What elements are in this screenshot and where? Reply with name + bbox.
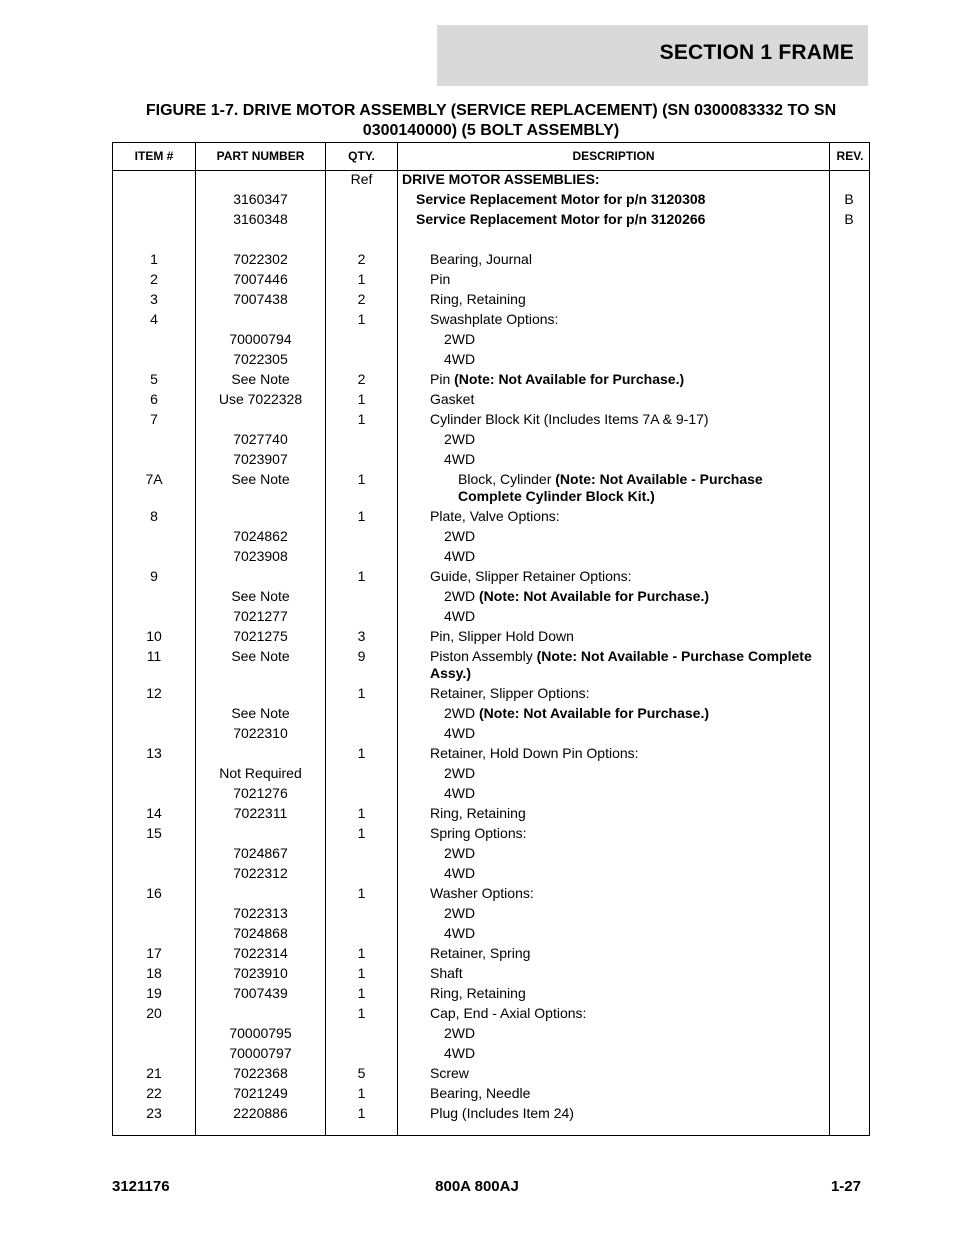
table-row <box>113 825 869 842</box>
description <box>402 705 830 722</box>
table-row <box>113 945 869 962</box>
table-row <box>113 685 869 702</box>
description-text: 2WD <box>444 588 479 604</box>
part-number: 7023910 <box>233 965 288 981</box>
quantity: 1 <box>357 1105 366 1121</box>
table-row <box>113 705 869 722</box>
quantity: 1 <box>357 1085 366 1101</box>
description-text: 4WD <box>444 548 476 564</box>
description-text: Retainer, Hold Down Pin Options: <box>430 745 639 761</box>
part-number: 7027740 <box>233 431 288 447</box>
description <box>402 965 830 982</box>
revision: B <box>844 211 854 227</box>
section-banner <box>437 25 868 86</box>
description-text: Ring, Retaining <box>430 805 526 821</box>
description-note: (Note: Not Available - Purchase Complete Cylinder Block Kit.) <box>458 471 763 504</box>
item-number: 11 <box>146 648 162 664</box>
table-row <box>113 628 869 645</box>
item-number: 9 <box>150 568 158 584</box>
footer-doc-number: 3121176 <box>112 1178 170 1195</box>
item-number: 22 <box>146 1085 162 1101</box>
item-number: 15 <box>146 825 162 841</box>
table-row <box>113 885 869 902</box>
table-row <box>113 548 869 565</box>
table-row <box>113 508 869 525</box>
item-number: 14 <box>146 805 162 821</box>
quantity: 1 <box>357 391 366 407</box>
quantity: 1 <box>357 471 366 487</box>
table-row <box>113 291 869 308</box>
description <box>402 805 830 822</box>
quantity: 1 <box>357 1005 366 1021</box>
item-number: 19 <box>146 985 162 1001</box>
description <box>402 725 830 742</box>
description-text: Block, Cylinder <box>458 471 556 487</box>
revision: B <box>844 191 854 207</box>
part-number: 7022313 <box>233 905 288 921</box>
table-row <box>113 528 869 545</box>
part-number: See Note <box>231 648 290 664</box>
description-text: 4WD <box>444 925 476 941</box>
part-number: Not Required <box>219 765 302 781</box>
table-row <box>113 371 869 388</box>
description <box>402 1065 830 1082</box>
item-number: 21 <box>146 1065 162 1081</box>
table-row <box>113 965 869 982</box>
description <box>402 825 830 842</box>
description-text: Ring, Retaining <box>430 291 526 307</box>
description <box>402 765 830 782</box>
description-text: Plate, Valve Options: <box>430 508 560 524</box>
part-number: 7022368 <box>233 1065 288 1081</box>
part-number: 7007439 <box>233 985 288 1001</box>
description-text: 2WD <box>444 528 476 544</box>
description-note: DRIVE MOTOR ASSEMBLIES: <box>402 171 600 187</box>
description <box>402 351 830 368</box>
description-text: Screw <box>430 1065 469 1081</box>
table-row <box>113 391 869 408</box>
table-row <box>113 588 869 605</box>
item-number: 13 <box>146 745 162 761</box>
quantity: 1 <box>357 271 366 287</box>
table-row <box>113 865 869 882</box>
description <box>402 451 830 468</box>
quantity: 1 <box>357 311 366 327</box>
part-number: See Note <box>231 471 290 487</box>
item-number: 10 <box>146 628 162 644</box>
description <box>402 845 830 862</box>
table-row <box>113 985 869 1002</box>
quantity: 1 <box>357 508 366 524</box>
description <box>402 211 830 228</box>
description-text: 2WD <box>444 905 476 921</box>
description-note: Service Replacement Motor for p/n 3120308 <box>416 191 706 207</box>
table-row <box>113 608 869 625</box>
description <box>402 905 830 922</box>
part-number: 7024867 <box>233 845 288 861</box>
description-text: Plug (Includes Item 24) <box>430 1105 574 1121</box>
description <box>402 985 830 1002</box>
description-note: (Note: Not Available - Purchase Complete Assy.) <box>430 648 812 681</box>
quantity: 2 <box>357 371 366 387</box>
header-description: DESCRIPTION <box>572 149 655 163</box>
description <box>402 568 830 585</box>
table-row <box>113 311 869 328</box>
part-number: 70000795 <box>229 1025 292 1041</box>
figure-title: FIGURE 1-7. DRIVE MOTOR ASSEMBLY (SERVICE REPLACEMENT) (SN 0300083332 TO SN 0300140000) (5 BOLT ASSEMBLY) <box>145 102 837 139</box>
description-text: Pin <box>430 271 451 287</box>
description <box>402 865 830 882</box>
table-row <box>113 191 869 208</box>
parts-table <box>112 142 870 1136</box>
description-text: 4WD <box>444 608 476 624</box>
item-number: 20 <box>146 1005 162 1021</box>
description <box>402 311 830 328</box>
part-number: 3160347 <box>233 191 288 207</box>
item-number: 23 <box>146 1105 162 1121</box>
description-text: 2WD <box>444 845 476 861</box>
description <box>402 431 830 448</box>
description-note: (Note: Not Available for Purchase.) <box>454 371 685 387</box>
description <box>402 628 830 645</box>
description <box>402 745 830 762</box>
part-number: 7024862 <box>233 528 288 544</box>
table-row <box>113 471 869 505</box>
item-number: 5 <box>150 371 158 387</box>
description <box>402 1025 830 1042</box>
header-item: ITEM # <box>134 149 174 163</box>
part-number: 7007446 <box>233 271 288 287</box>
description <box>402 391 830 408</box>
part-number: 7022305 <box>233 351 288 367</box>
quantity: Ref <box>350 171 373 187</box>
table-row <box>113 171 869 188</box>
item-number: 7 <box>150 411 158 427</box>
description <box>402 371 830 388</box>
header-rev: REV. <box>836 149 864 163</box>
table-row <box>113 745 869 762</box>
quantity: 1 <box>357 745 366 761</box>
description-text: 4WD <box>444 1045 476 1061</box>
table-row <box>113 1045 869 1062</box>
description-text: 4WD <box>444 351 476 367</box>
description <box>402 1085 830 1102</box>
part-number: 7024868 <box>233 925 288 941</box>
table-row <box>113 725 869 742</box>
quantity: 9 <box>357 648 366 664</box>
table-row <box>113 1005 869 1022</box>
description-text: Cylinder Block Kit (Includes Items 7A & 9-17) <box>430 411 709 427</box>
table-row <box>113 251 869 268</box>
part-number: 2220886 <box>233 1105 288 1121</box>
description-text: Ring, Retaining <box>430 985 526 1001</box>
description-text: 2WD <box>444 705 479 721</box>
quantity: 1 <box>357 411 366 427</box>
item-number: 17 <box>146 945 162 961</box>
part-number: 7022302 <box>233 251 288 267</box>
description-text: 2WD <box>444 1025 476 1041</box>
quantity: 5 <box>357 1065 366 1081</box>
description-text: Pin, Slipper Hold Down <box>430 628 574 644</box>
part-number: See Note <box>231 705 290 721</box>
table-row <box>113 1085 869 1102</box>
table-row <box>113 925 869 942</box>
description <box>402 271 830 288</box>
item-number: 12 <box>146 685 162 701</box>
description <box>402 471 830 505</box>
item-number: 8 <box>150 508 158 524</box>
description-text: Gasket <box>430 391 475 407</box>
description-text: Piston Assembly <box>430 648 537 664</box>
item-number: 16 <box>146 885 162 901</box>
description-text: Bearing, Journal <box>430 251 532 267</box>
description <box>402 588 830 605</box>
quantity: 1 <box>357 568 366 584</box>
description <box>402 411 830 428</box>
table-row <box>113 648 869 682</box>
description-text: Pin <box>430 371 455 387</box>
quantity: 2 <box>357 291 366 307</box>
part-number: 7007438 <box>233 291 288 307</box>
description-text: 4WD <box>444 865 476 881</box>
quantity: 1 <box>357 885 366 901</box>
description-text: 4WD <box>444 725 476 741</box>
quantity: 2 <box>357 251 366 267</box>
part-number: 70000794 <box>229 331 292 347</box>
description-text: Washer Options: <box>430 885 534 901</box>
quantity: 1 <box>357 985 366 1001</box>
footer-page-number: 1-27 <box>830 1178 861 1195</box>
table-row <box>113 845 869 862</box>
description-text: Shaft <box>430 965 463 981</box>
description <box>402 1045 830 1062</box>
table-row <box>113 211 869 228</box>
part-number: 7021275 <box>233 628 288 644</box>
part-number: 7021277 <box>233 608 288 624</box>
item-number: 2 <box>150 271 158 287</box>
description <box>402 785 830 802</box>
table-header <box>113 143 869 171</box>
header-qty: QTY. <box>348 149 375 163</box>
part-number: 7023907 <box>233 451 288 467</box>
part-number: 70000797 <box>229 1045 292 1061</box>
description-text: 4WD <box>444 785 476 801</box>
quantity: 3 <box>357 628 366 644</box>
description-note: (Note: Not Available for Purchase.) <box>479 705 710 721</box>
part-number: 7022312 <box>233 865 288 881</box>
part-number: 7022310 <box>233 725 288 741</box>
part-number: 7023908 <box>233 548 288 564</box>
description <box>402 331 830 348</box>
description-text: Spring Options: <box>430 825 527 841</box>
item-number: 7A <box>145 471 163 487</box>
item-number: 18 <box>146 965 162 981</box>
description-text: Guide, Slipper Retainer Options: <box>430 568 632 584</box>
description-text: Swashplate Options: <box>430 311 559 327</box>
description <box>402 685 830 702</box>
quantity: 1 <box>357 805 366 821</box>
part-number: 7022311 <box>233 805 288 821</box>
table-row <box>113 905 869 922</box>
description <box>402 291 830 308</box>
description-text: Retainer, Spring <box>430 945 531 961</box>
table-row <box>113 431 869 448</box>
description-text: 2WD <box>444 431 476 447</box>
quantity: 1 <box>357 945 366 961</box>
description <box>402 648 830 682</box>
description-text: 2WD <box>444 331 476 347</box>
part-number: 3160348 <box>233 211 288 227</box>
description <box>402 1005 830 1022</box>
table-row <box>113 805 869 822</box>
description <box>402 885 830 902</box>
quantity: 1 <box>357 965 366 981</box>
description <box>402 945 830 962</box>
footer-model: 800A 800AJ <box>435 1178 519 1195</box>
table-row <box>113 568 869 585</box>
description <box>402 925 830 942</box>
description-text: Bearing, Needle <box>430 1085 531 1101</box>
table-row <box>113 1025 869 1042</box>
description <box>402 608 830 625</box>
description <box>402 1105 830 1122</box>
table-row <box>113 765 869 782</box>
table-row <box>113 451 869 468</box>
table-row <box>113 271 869 288</box>
table-row <box>113 351 869 368</box>
description-note: Service Replacement Motor for p/n 3120266 <box>416 211 706 227</box>
description-text: 2WD <box>444 765 476 781</box>
table-row <box>113 1065 869 1082</box>
table-row <box>113 1105 869 1122</box>
description <box>402 251 830 268</box>
table-row <box>113 785 869 802</box>
description-text: 4WD <box>444 451 476 467</box>
section-title: SECTION 1 FRAME <box>659 41 854 64</box>
item-number: 1 <box>150 251 158 267</box>
part-number: 7021276 <box>233 785 288 801</box>
description <box>402 171 830 188</box>
table-body <box>113 171 869 1122</box>
table-row <box>113 411 869 428</box>
item-number: 6 <box>150 391 158 407</box>
item-number: 4 <box>150 311 158 327</box>
header-part-number: PART NUMBER <box>216 149 305 163</box>
quantity: 1 <box>357 685 366 701</box>
quantity: 1 <box>357 825 366 841</box>
item-number: 3 <box>150 291 158 307</box>
part-number: 7022314 <box>233 945 288 961</box>
description <box>402 191 830 208</box>
part-number: See Note <box>231 371 290 387</box>
part-number: 7021249 <box>233 1085 288 1101</box>
description-text: Retainer, Slipper Options: <box>430 685 590 701</box>
table-row <box>113 331 869 348</box>
description <box>402 528 830 545</box>
description <box>402 548 830 565</box>
description-note: (Note: Not Available for Purchase.) <box>479 588 710 604</box>
part-number: See Note <box>231 588 290 604</box>
description-text: Cap, End - Axial Options: <box>430 1005 587 1021</box>
part-number: Use 7022328 <box>218 391 303 407</box>
description <box>402 508 830 525</box>
